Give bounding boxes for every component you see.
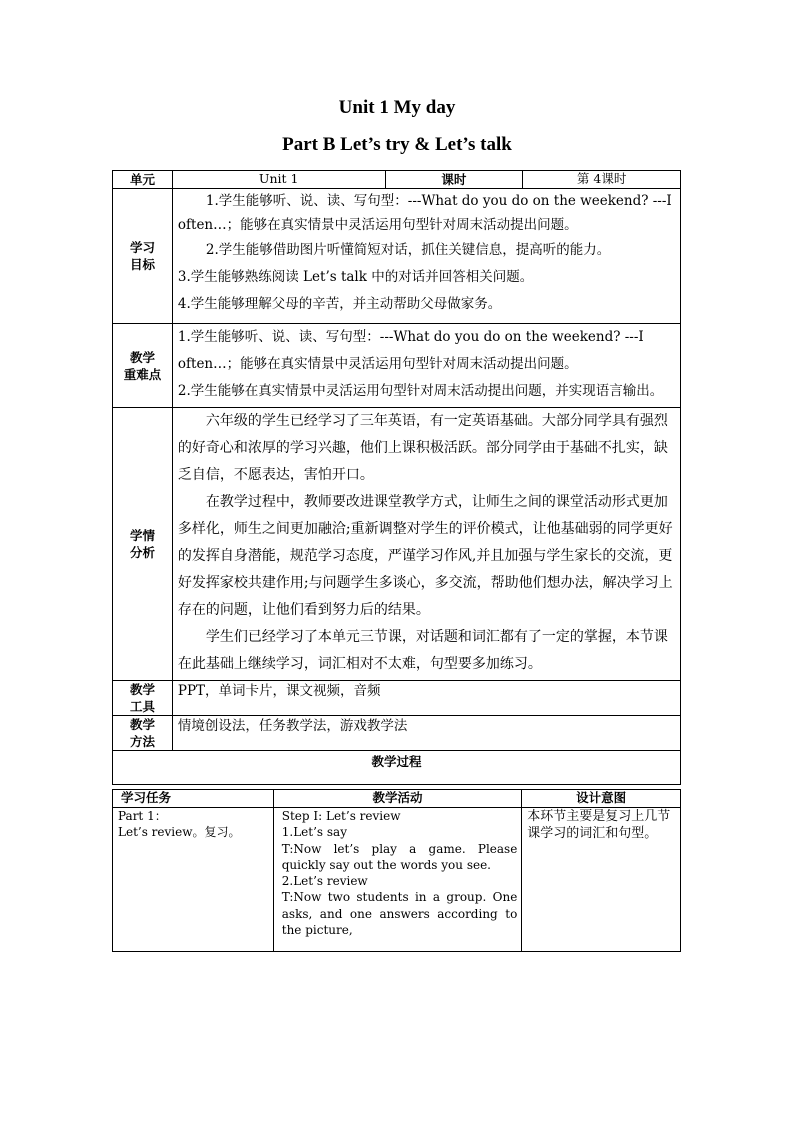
analysis-paragraph: 学生们已经学习了本单元三节课，对话题和词汇都有了一定的掌握，本节课在此基础上继续学习，词汇相对不太难，句型要多加练习。 — [177, 629, 668, 672]
task-column-header: 学习任务 — [113, 790, 274, 808]
tools-content: PPT，单词卡片，课文视频，音频 — [172, 681, 680, 716]
design-column-header: 设计意图 — [522, 790, 681, 808]
key-point-item: 1.学生能够听、说、读、写句型：---What do you do on the weekend? ---I often…；能够在真实情景中灵活运用句型针对周末活动提出问题。 — [177, 329, 644, 372]
process-row — [113, 808, 681, 952]
objective-item: 3.学生能够熟练阅读 Let’s talk 中的对话并回答相关问题。 — [177, 269, 534, 285]
header-row — [113, 171, 681, 189]
methods-content: 情境创设法，任务教学法，游戏教学法 — [172, 716, 680, 751]
design-cell: 本环节主要是复习上几节课学习的词汇和句型。 — [522, 808, 681, 952]
objectives-content — [172, 189, 680, 324]
key-points-label: 教学 重难点 — [113, 324, 173, 408]
objectives-row — [113, 189, 681, 324]
process-heading-row — [113, 751, 681, 785]
process-table — [112, 789, 681, 952]
analysis-paragraph: 在教学过程中，教师要改进课堂教学方式，让师生之间的课堂活动形式更加多样化，师生之间更加融洽;重新调整对学生的评价模式，让他基础弱的同学更好的发挥自身潜能，规范学习态度，严谨学习作风,并且加强与学生家长的交流，更好发挥家校共建作用;与问题学生多谈心，多交流，帮助他们想办法，解决学习上存在的问题，让他们看到努力后的结果。 — [177, 494, 673, 618]
analysis-paragraph: 六年级的学生已经学习了三年英语，有一定英语基础。大部分同学具有强烈的好奇心和浓厚的学习兴趣，他们上课积极活跃。部分同学由于基础不扎实，缺乏自信，不愿表达，害怕开口。 — [177, 413, 668, 483]
objectives-label: 学习 目标 — [113, 189, 173, 324]
key-points-content — [172, 324, 680, 408]
analysis-label: 学情 分析 — [113, 408, 173, 681]
methods-label: 教学 方法 — [113, 716, 173, 751]
methods-row — [113, 716, 681, 751]
document-title: Unit 1 My day — [338, 97, 456, 118]
task-cell: Part 1： Let’s review。复习。 — [113, 808, 274, 952]
process-heading: 教学过程 — [113, 751, 681, 785]
activity-column-header: 教学活动 — [273, 790, 522, 808]
objective-item: 1.学生能够听、说、读、写句型：---What do you do on the weekend? ---I often…；能够在真实情景中灵活运用句型针对周末活动提出问题。 — [177, 193, 672, 233]
analysis-row — [113, 408, 681, 681]
unit-label: 单元 — [113, 171, 173, 189]
period-value: 第 4课时 — [523, 171, 681, 189]
activity-cell: Step I: Let’s review 1.Let’s say T:Now let’s play a game. Please quickly say out the words you see. 2.Let’s review T:Now two students in a group. One asks, and one answers according to the picture, — [273, 808, 522, 952]
process-header-row — [113, 790, 681, 808]
tools-label: 教学 工具 — [113, 681, 173, 716]
objective-item: 4.学生能够理解父母的辛苦，并主动帮助父母做家务。 — [177, 296, 502, 312]
period-label: 课时 — [385, 171, 523, 189]
key-points-row — [113, 324, 681, 408]
document-subtitle: Part B Let’s try & Let’s talk — [282, 134, 512, 155]
analysis-content — [172, 408, 680, 681]
lesson-plan-table — [112, 170, 681, 785]
objective-item: 2.学生能够借助图片听懂简短对话，抓住关键信息，提高听的能力。 — [205, 242, 611, 258]
tools-row — [113, 681, 681, 716]
unit-value: Unit 1 — [172, 171, 385, 189]
key-point-item: 2.学生能够在真实情景中灵活运用句型针对周末活动提出问题，并实现语言输出。 — [177, 383, 664, 399]
